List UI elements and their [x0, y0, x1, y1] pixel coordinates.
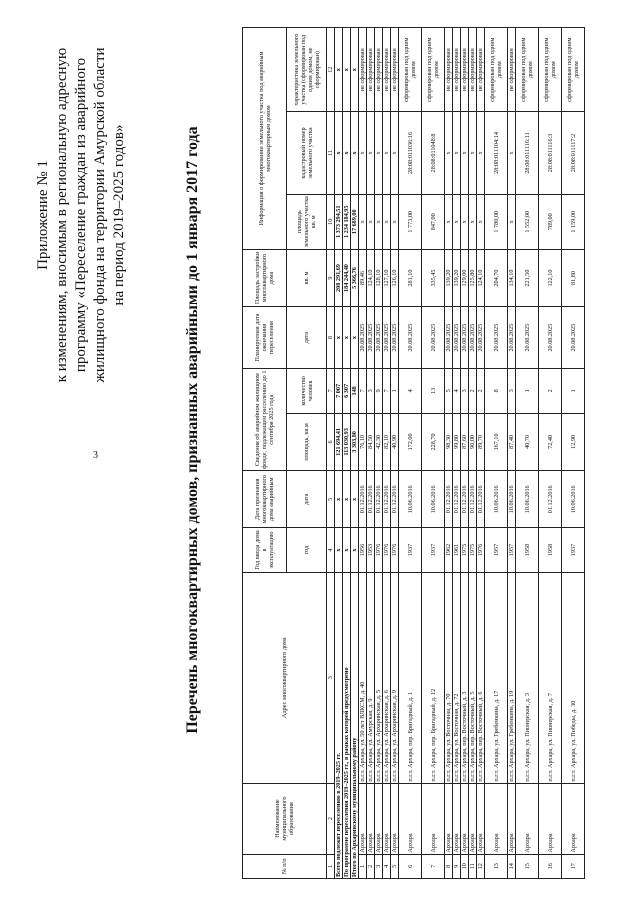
summary-cell: 113 030,93 [343, 413, 351, 471]
row-people: 1 [562, 369, 585, 413]
header-planned-sub: дата [287, 307, 327, 369]
row-area: 167,10 [485, 413, 508, 471]
summary-cell: х [343, 307, 351, 369]
table-row [508, 28, 516, 879]
row-accident-date: 10.06.2016 [508, 471, 516, 528]
row-number: 17 [562, 854, 585, 878]
column-number: 11 [327, 112, 335, 194]
row-cadastral: 28:08:011036:16 [399, 112, 422, 194]
row-area: 99,80 [453, 413, 461, 471]
row-planned-date: 20.08.2025 [399, 307, 422, 369]
row-cadastral: х [508, 112, 516, 194]
row-area: 40,70 [516, 413, 539, 471]
land-area-label: площадь земельного участка [296, 196, 310, 248]
row-building-area: 122,10 [539, 250, 562, 307]
row-cadastral: х [461, 112, 469, 194]
row-cadastral: х [477, 112, 485, 194]
row-cadastral: 28:08:011117:2 [562, 112, 585, 194]
row-address: п.г.т. Архара, ул. Гребенкина, д. 19 [508, 572, 516, 783]
table-row [422, 28, 445, 879]
row-accident-date: 10.06.2016 [485, 471, 508, 528]
row-land-char: не сформирован [375, 28, 383, 112]
row-land-char: не сформирован [367, 28, 375, 112]
row-planned-date: 20.08.2025 [359, 307, 367, 369]
row-land-char: не сформирован [477, 28, 485, 112]
row-cadastral: х [453, 112, 461, 194]
summary-cell: х [335, 28, 343, 112]
row-building-area: 129,00 [461, 250, 469, 307]
row-land-char: не сформирован [453, 28, 461, 112]
header-year: год [287, 528, 327, 572]
column-number: 4 [327, 528, 335, 572]
column-number: 1 [327, 854, 335, 878]
table-row [391, 28, 399, 879]
row-land-area: х [453, 194, 461, 249]
row-number: 7 [422, 854, 445, 878]
row-accident-date: 01.12.2016 [453, 471, 461, 528]
row-people: 9 [375, 369, 383, 413]
row-cadastral: х [445, 112, 453, 194]
row-building-area: 204,70 [485, 250, 508, 307]
column-number: 2 [327, 783, 335, 854]
appendix-title: Приложение № 1 [35, 160, 51, 270]
row-number: 12 [477, 854, 485, 878]
row-land-area: х [359, 194, 367, 249]
row-address: п.г.т. Архара, ул. Архаринская, д. 9 [391, 572, 399, 783]
header-land-char: характеристика земельного участка (сформирован под одним домом, не сформирован) [287, 28, 327, 112]
row-land-area: 1 780,00 [485, 194, 508, 249]
row-planned-date: 20.08.2025 [391, 307, 399, 369]
row-land-char: сформирован под одним домом [422, 28, 445, 112]
row-year: 1976 [477, 528, 485, 572]
row-municipality: Архара [359, 783, 367, 854]
summary-cell: 184 244,40 [343, 250, 351, 307]
header-address: Адрес многоквартирного дома [243, 572, 327, 783]
row-planned-date: 20.08.2025 [453, 307, 461, 369]
column-number: 8 [327, 307, 335, 369]
column-numbers-row [327, 28, 335, 879]
summary-cell: х [351, 28, 359, 112]
row-municipality: Архара [383, 783, 391, 854]
row-accident-date: 01.12.2016 [383, 471, 391, 528]
summary-cell: х [351, 471, 359, 528]
row-building-area: 89,46 [359, 250, 367, 307]
column-number: 5 [327, 471, 335, 528]
table-row [477, 28, 485, 879]
row-land-area: х [383, 194, 391, 249]
row-building-area: 335,45 [422, 250, 445, 307]
header-cadastral: кадастровый номер земельного участка [287, 112, 327, 194]
header-date: дата [287, 471, 327, 528]
row-number: 10 [461, 854, 469, 878]
summary-cell: 17 689,00 [351, 194, 359, 249]
row-land-char: не сформирован [391, 28, 399, 112]
table-row [562, 28, 585, 879]
row-planned-date: 20.08.2025 [477, 307, 485, 369]
row-land-area: х [508, 194, 516, 249]
row-municipality: Архара [539, 783, 562, 854]
row-address: п.г.т. Архара, ул. Победы, д. 30 [562, 572, 585, 783]
row-area: 40,90 [391, 413, 399, 471]
table-row [399, 28, 422, 879]
table-row [516, 28, 539, 879]
summary-cell: х [343, 471, 351, 528]
page-number: 3 [93, 450, 98, 461]
row-number: 15 [516, 854, 539, 878]
row-area: 82,10 [383, 413, 391, 471]
row-land-char: сформирован под одним домом [539, 28, 562, 112]
row-land-area: 1 552,00 [516, 194, 539, 249]
header-residents-info: Сведения об аварийном жилищном фонде, подлежащем расселению до 1 сентября 2025 года [243, 369, 287, 471]
row-municipality: Архара [469, 783, 477, 854]
row-land-area: х [375, 194, 383, 249]
summary-title: Итого по Архаринскому муниципальному району [351, 572, 359, 878]
summary-cell: 1 234 184,95 [343, 194, 351, 249]
row-cadastral: 28:08:011116:11 [516, 112, 539, 194]
row-year: 1961 [453, 528, 461, 572]
row-accident-date: 01.12.2016 [367, 471, 375, 528]
row-area: 89,70 [477, 413, 485, 471]
row-building-area: 128,10 [375, 250, 383, 307]
row-land-area: х [367, 194, 375, 249]
row-year: 1976 [383, 528, 391, 572]
row-people: 8 [485, 369, 508, 413]
row-municipality: Архара [399, 783, 422, 854]
row-planned-date: 20.08.2025 [367, 307, 375, 369]
row-municipality: Архара [367, 783, 375, 854]
row-year: 1956 [359, 528, 367, 572]
summary-cell: х [335, 471, 343, 528]
row-accident-date: 01.12.2016 [461, 471, 469, 528]
table-row [453, 28, 461, 879]
table-row [359, 28, 367, 879]
summary-cell: 1 373 294,51 [335, 194, 343, 249]
row-number: 16 [539, 854, 562, 878]
summary-cell: 148 [351, 369, 359, 413]
row-people: 2 [469, 369, 477, 413]
row-land-char: не сформирован [469, 28, 477, 112]
row-planned-date: 20.08.2025 [539, 307, 562, 369]
column-number: 7 [327, 369, 335, 413]
row-year: 1957 [485, 528, 508, 572]
row-accident-date: 01.12.2016 [445, 471, 453, 528]
row-people: 4 [453, 369, 461, 413]
row-accident-date: 10.06.2016 [399, 471, 422, 528]
row-year: 1962 [445, 528, 453, 572]
table-row [461, 28, 469, 879]
summary-cell: 5 366,76 [351, 250, 359, 307]
row-people: 7 [359, 369, 367, 413]
row-building-area: 127,10 [383, 250, 391, 307]
header-planned-date: Планируемая дата окончания переселения [243, 307, 287, 369]
land-area-unit: кв. м [310, 215, 317, 229]
row-building-area: 81,80 [562, 250, 585, 307]
row-accident-date: 10.06.2016 [562, 471, 585, 528]
row-building-area: 125,80 [469, 250, 477, 307]
row-municipality: Архара [453, 783, 461, 854]
row-planned-date: 20.08.2025 [375, 307, 383, 369]
row-accident-date: 01.12.2016 [469, 471, 477, 528]
table-row [375, 28, 383, 879]
row-building-area: 221,50 [516, 250, 539, 307]
summary-cell: х [351, 112, 359, 194]
row-number: 3 [375, 854, 383, 878]
row-accident-date: 10.06.2016 [422, 471, 445, 528]
summary-cell: х [351, 528, 359, 572]
header-people: количество человек [287, 369, 327, 413]
row-number: 13 [485, 854, 508, 878]
row-planned-date: 20.08.2025 [485, 307, 508, 369]
summary-body [335, 28, 359, 879]
row-address: п.г.т. Архара, ул. Архаринская, д. 5 [375, 572, 383, 783]
row-number: 8 [445, 854, 453, 878]
row-people: 7 [383, 369, 391, 413]
row-people: 1 [516, 369, 539, 413]
row-number: 14 [508, 854, 516, 878]
appendix-line: жилищного фонда на территории Амурской области [92, 47, 108, 383]
row-area: 98,30 [445, 413, 453, 471]
row-cadastral: 28:08:011104:14 [485, 112, 508, 194]
summary-cell: х [351, 307, 359, 369]
table-wrapper [242, 27, 622, 879]
row-accident-date: 10.06.2016 [516, 471, 539, 528]
row-municipality: Архара [562, 783, 585, 854]
row-land-area: 1 159,00 [562, 194, 585, 249]
column-number: 10 [327, 194, 335, 249]
row-land-area: х [391, 194, 399, 249]
row-people: 5 [445, 369, 453, 413]
row-municipality: Архара [508, 783, 516, 854]
header-building-unit: кв. м [287, 250, 327, 307]
row-address: п.г.т. Архара, пер. Бригадный, д. 1 [399, 572, 422, 783]
row-address: п.г.т. Архара, ул. 50 лет ВЛКСМ, д. 40 [359, 572, 367, 783]
header-area: площадь, кв.м [287, 413, 327, 471]
row-planned-date: 20.08.2025 [562, 307, 585, 369]
row-cadastral: 28:08:011048:8 [422, 112, 445, 194]
summary-cell: х [343, 528, 351, 572]
row-number: 1 [359, 854, 367, 878]
row-municipality: Архара [391, 783, 399, 854]
row-area: 172,00 [399, 413, 422, 471]
row-cadastral: х [391, 112, 399, 194]
row-planned-date: 20.08.2025 [516, 307, 539, 369]
row-building-area: 126,10 [391, 250, 399, 307]
column-number: 12 [327, 28, 335, 112]
summary-cell: 6 307 [343, 369, 351, 413]
summary-cell: х [335, 528, 343, 572]
row-building-area: 139,20 [445, 250, 453, 307]
row-land-char: не сформирован [383, 28, 391, 112]
header-year-built: Год ввода дома в эксплуатацию [243, 528, 287, 572]
row-area: 76,10 [359, 413, 367, 471]
row-building-area: 139,20 [453, 250, 461, 307]
row-municipality: Архара [375, 783, 383, 854]
row-area: 42,30 [375, 413, 383, 471]
row-accident-date: 01.12.2016 [539, 471, 562, 528]
row-address: п.г.т. Архара, ул. Восточная, д. 72 [453, 572, 461, 783]
row-number: 2 [367, 854, 375, 878]
rows-body [359, 28, 585, 879]
row-year: 1937 [422, 528, 445, 572]
row-year: 1937 [399, 528, 422, 572]
row-people: 2 [477, 369, 485, 413]
column-number: 6 [327, 413, 335, 471]
header-land-info: Информация о формировании земельного участка под аварийным многоквартирным домом [243, 28, 287, 250]
row-municipality: Архара [445, 783, 453, 854]
row-municipality: Архара [477, 783, 485, 854]
row-building-area: 124,10 [367, 250, 375, 307]
row-land-char: сформирован под одним домом [562, 28, 585, 112]
summary-cell: 7 007 [335, 369, 343, 413]
row-number: 9 [453, 854, 461, 878]
row-land-area: х [461, 194, 469, 249]
row-planned-date: 20.08.2025 [461, 307, 469, 369]
row-land-area: 847,00 [422, 194, 445, 249]
header-land-area [287, 194, 327, 249]
row-cadastral: х [469, 112, 477, 194]
row-municipality: Архара [485, 783, 508, 854]
row-year: 1957 [508, 528, 516, 572]
row-number: 6 [399, 854, 422, 878]
row-planned-date: 20.08.2025 [383, 307, 391, 369]
row-cadastral: х [375, 112, 383, 194]
row-planned-date: 20.08.2025 [422, 307, 445, 369]
row-year: 1958 [539, 528, 562, 572]
row-land-area: х [477, 194, 485, 249]
row-municipality: Архара [461, 783, 469, 854]
row-address: п.г.т. Архара, ул. Амурская, д. 9 [367, 572, 375, 783]
row-planned-date: 20.08.2025 [508, 307, 516, 369]
column-number: 3 [327, 572, 335, 783]
header-num: № п/п [243, 854, 327, 878]
table-row [445, 28, 453, 879]
row-area: 90,00 [469, 413, 477, 471]
column-number: 9 [327, 250, 335, 307]
summary-cell: 3 303,80 [351, 413, 359, 471]
row-land-area: х [469, 194, 477, 249]
housing-table [242, 27, 585, 879]
row-year: 1958 [516, 528, 539, 572]
row-land-area: 1 773,00 [399, 194, 422, 249]
summary-title: По программе переселения 2019–2025 гг., в рамках которой предусмотрено [343, 572, 351, 878]
row-address: п.г.т. Архара, пер. Восточный, д. 5 [469, 572, 477, 783]
summary-row [335, 28, 343, 879]
row-area: 228,70 [422, 413, 445, 471]
summary-cell: х [343, 28, 351, 112]
appendix-line: на период 2019–2025 годов» [111, 124, 127, 306]
row-cadastral: 28:08:011116:3 [539, 112, 562, 194]
row-building-area: 124,10 [477, 250, 485, 307]
row-year: 1975 [469, 528, 477, 572]
row-municipality: Архара [516, 783, 539, 854]
table-row [469, 28, 477, 879]
row-land-char: сформирован под одним домом [399, 28, 422, 112]
table-row [383, 28, 391, 879]
row-land-area: 789,00 [539, 194, 562, 249]
row-address: п.г.т. Архара, пер. Восточный, д. 3 [461, 572, 469, 783]
row-address: п.г.т. Архара, ул. Восточная, д. 70 [445, 572, 453, 783]
row-people: 4 [399, 369, 422, 413]
row-number: 5 [391, 854, 399, 878]
row-municipality: Архара [422, 783, 445, 854]
row-people: 3 [461, 369, 469, 413]
summary-row [343, 28, 351, 879]
appendix-line: программу «Переселение граждан из аварийного [73, 57, 89, 373]
row-address: п.г.т. Архара, ул. Архаринская, д. 6 [383, 572, 391, 783]
header-building-area: Площадь застройки многоквартирного дома [243, 250, 287, 307]
row-address: п.г.т. Архара, ул. Пионерская, д. 3 [516, 572, 539, 783]
row-accident-date: 01.12.2016 [391, 471, 399, 528]
row-accident-date: 01.12.2016 [359, 471, 367, 528]
table-row [367, 28, 375, 879]
row-land-char: не сформирован [461, 28, 469, 112]
row-land-char: сформирован под одним домом [485, 28, 508, 112]
row-number: 4 [383, 854, 391, 878]
row-cadastral: х [383, 112, 391, 194]
summary-title: Всего подлежит переселению в 2019–2025 гг. [335, 572, 343, 878]
summary-cell: х [335, 112, 343, 194]
row-area: 84,50 [367, 413, 375, 471]
row-area: 87,40 [508, 413, 516, 471]
appendix-line: к изменениям, вносимым в региональную адресную [54, 47, 70, 383]
row-land-char: не сформирован [359, 28, 367, 112]
row-accident-date: 01.12.2016 [375, 471, 383, 528]
row-cadastral: х [359, 112, 367, 194]
summary-cell: 121 694,41 [335, 413, 343, 471]
row-people: 3 [508, 369, 516, 413]
row-area: 12,90 [562, 413, 585, 471]
row-land-area: х [445, 194, 453, 249]
summary-cell: 208 291,69 [335, 250, 343, 307]
row-planned-date: 20.08.2025 [445, 307, 453, 369]
row-people: 3 [367, 369, 375, 413]
row-area: 87,60 [461, 413, 469, 471]
row-number: 11 [469, 854, 477, 878]
appendix-block [34, 45, 129, 385]
row-address: п.г.т. Архара, ул. Пионерская, д. 7 [539, 572, 562, 783]
row-year: 1976 [391, 528, 399, 572]
row-address: п.г.т. Архара, пер. Восточный, д. 6 [477, 572, 485, 783]
summary-cell: х [343, 112, 351, 194]
row-year: 1976 [375, 528, 383, 572]
row-building-area: 281,10 [399, 250, 422, 307]
row-land-char: не сформирован [508, 28, 516, 112]
row-area: 72,40 [539, 413, 562, 471]
row-land-char: сформирован под одним домом [516, 28, 539, 112]
row-year: 1953 [367, 528, 375, 572]
header-municipality: Наименование муниципального образования [243, 783, 327, 854]
table-row [539, 28, 562, 879]
row-year: 1975 [461, 528, 469, 572]
table-row [485, 28, 508, 879]
summary-cell: х [335, 307, 343, 369]
summary-row [351, 28, 359, 879]
row-land-char: не сформирован [445, 28, 453, 112]
row-cadastral: х [367, 112, 375, 194]
row-address: п.г.т. Архара, пер. Бригадный, д. 12 [422, 572, 445, 783]
header-accident-date: Дата признания многоквартирного дома аварийным [243, 471, 287, 528]
row-people: 2 [539, 369, 562, 413]
document-heading: Перечень многоквартирных домов, признанных аварийными до 1 января 2017 года [184, 126, 201, 734]
row-accident-date: 01.12.2016 [477, 471, 485, 528]
row-building-area: 134,10 [508, 250, 516, 307]
row-people: 1 [391, 369, 399, 413]
row-address: п.г.т. Архара, ул. Гребенкина, д. 17 [485, 572, 508, 783]
row-people: 13 [422, 369, 445, 413]
row-year: 1937 [562, 528, 585, 572]
row-planned-date: 20.08.2025 [469, 307, 477, 369]
